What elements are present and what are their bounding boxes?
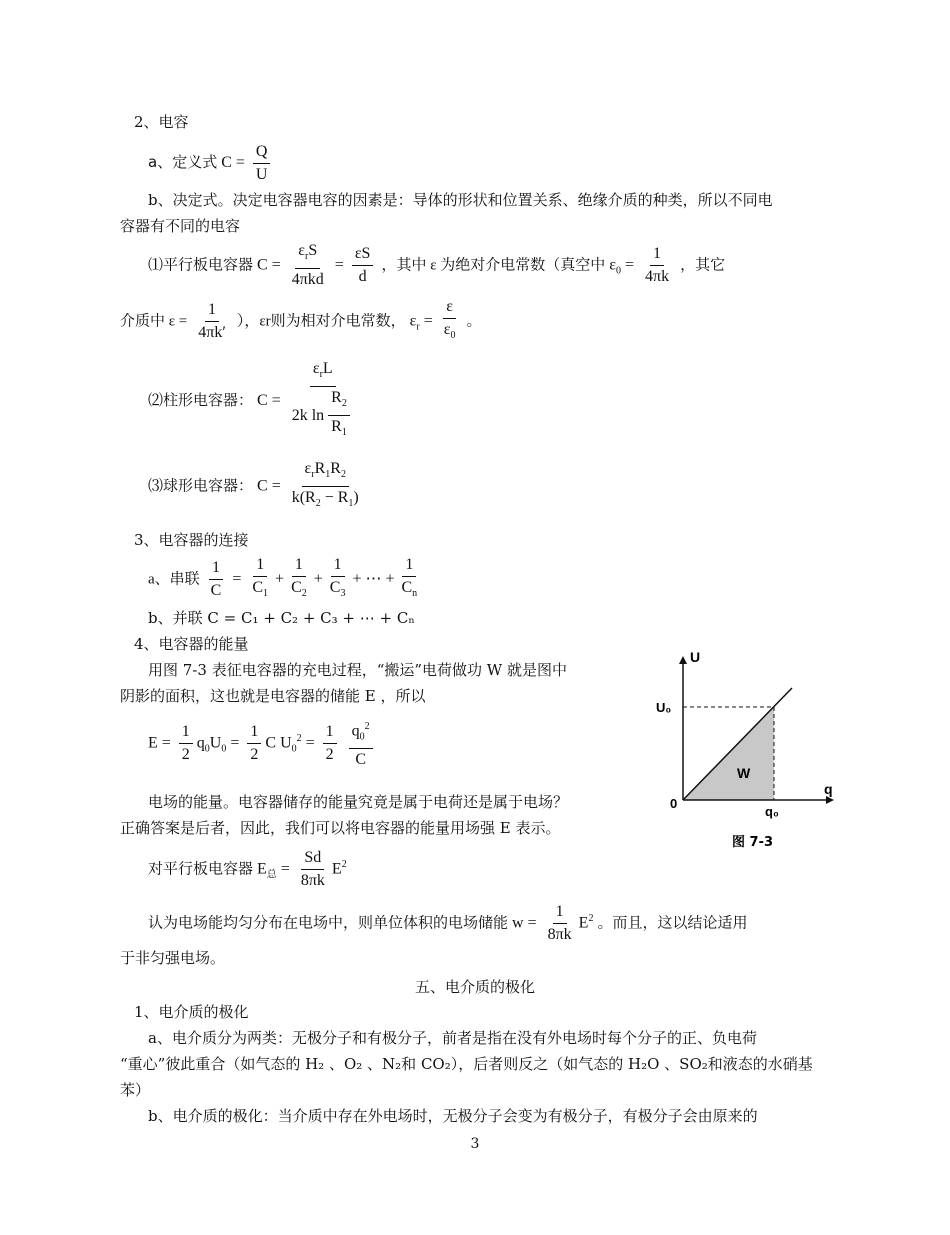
energy-text-1: 用图 7-3 表征电容器的充电过程，“搬运”电荷做功 W 就是图中 bbox=[148, 661, 567, 679]
section-3-title: 3、电容器的连接 bbox=[134, 531, 249, 549]
dielectric-b-1: b、电介质的极化：当介质中存在外电场时，无极分子会变为有极分子，有极分子会由原来的 bbox=[148, 1107, 758, 1125]
energy-density-line: 认为电场能均匀分布在电场中，则单位体积的电场储能 w = $\frac{1}{8\pi k}$ $E^2$ 。而且，这以结论适用 bbox=[148, 903, 748, 944]
energy-text-2: 阴影的面积，这也就是电容器的储能 E ，所以 bbox=[120, 687, 426, 705]
charging-figure-svg bbox=[650, 650, 840, 860]
section-2-title: 2、电容 bbox=[134, 113, 189, 131]
energy-density-line-2: 于非匀强电场。 bbox=[120, 949, 226, 967]
other-medium-formula: 介质中 ε = $\frac{1}{4\pi k'}$ ），εr则为相对介电常数， $\varepsilon_r$ = $\frac{\varepsilon}{\varepsilon_0}$ 。 bbox=[120, 298, 482, 342]
origin-label: 0 bbox=[670, 796, 678, 811]
u0-label: U₀ bbox=[656, 700, 672, 715]
dielectric-a-1: a、电介质分为两类：无极分子和有极分子，前者是指在没有外电场时每个分子的正、负电荷 bbox=[148, 1029, 757, 1047]
parallel-formula: b、并联 C = C₁ + C₂ + C₃ + ⋯ + Cₙ bbox=[148, 609, 415, 627]
page-number: 3 bbox=[470, 1136, 480, 1152]
plate-energy-formula: 对平行板电容器 $E_总$ = $\frac{Sd}{8\pi k}$ $E^2$ bbox=[148, 849, 347, 890]
cylindrical-formula: ⑵柱形电容器： C = $\varepsilon_rL$ 2k ln $\frac{R_2}{R_1}$ bbox=[148, 360, 361, 443]
field-energy-text-2: 正确答案是后者，因此，我们可以将电容器的能量用场强 E 表示。 bbox=[120, 819, 561, 837]
section-4-title: 4、电容器的能量 bbox=[134, 635, 249, 653]
paragraph-determinant-cont: 容器有不同的电容 bbox=[120, 217, 241, 235]
energy-formula: E = $\frac{1}{2}$ $q_0U_0$ = $\frac{1}{2}$ C $U_0^2$ = $\frac{1}{2}$ $\frac{q_0^2}{C}$ bbox=[148, 712, 377, 777]
u-axis-label: U bbox=[690, 650, 701, 665]
paragraph-determinant: b、决定式。决定电容器电容的因素是：导体的形状和位置关系、绝缘介质的种类，所以不同电 bbox=[148, 191, 773, 209]
area-label: W bbox=[737, 765, 751, 781]
field-energy-text-1: 电场的能量。电容器储存的能量究竟是属于电荷还是属于电场？ bbox=[148, 793, 569, 811]
figure-caption: 图 7-3 bbox=[732, 835, 774, 850]
section-5-heading: 五、电介质的极化 bbox=[414, 978, 535, 996]
spherical-formula: ⑶球形电容器： C = $\frac{\varepsilon_rR_1R_2}{k(R_2 - R_1)}$ bbox=[148, 460, 359, 510]
series-formula: a、串联 $\frac{1}{C}$ = $\frac{1}{C_1}$ + $\frac{1}{C_2}$ + $\frac{1}{C_3}$ + ⋯ + $\frac{1}{C_n}$ bbox=[148, 556, 418, 600]
definition-formula: a、定义式 C = $\frac{Q}{U}$ bbox=[148, 140, 274, 185]
dielectric-a-2: “重心”彼此重合（如气态的 H₂ 、O₂ 、N₂和 CO₂），后者则反之（如气态的 H₂O 、SO₂和液态的水硝基 bbox=[120, 1055, 813, 1073]
q0-label: q₀ bbox=[765, 804, 779, 819]
dielectric-a-3: 苯） bbox=[120, 1081, 151, 1099]
u-axis-arrow bbox=[679, 656, 687, 664]
q-axis-arrow bbox=[826, 796, 834, 804]
charging-figure bbox=[650, 650, 840, 860]
q-axis-label: q bbox=[824, 781, 833, 797]
parallel-plate-formula: ⑴平行板电容器 C = $\frac{\varepsilon_rS}{\text{4πkd}}$ = $\frac{\varepsilon S}{d}$ ，其中 ε 为绝对介电常数（真空中 $\varepsilon_0$ = $\frac{1}{4\pi k}$ ，其它 bbox=[148, 242, 726, 289]
dielectric-title: 1、电介质的极化 bbox=[134, 1003, 249, 1021]
